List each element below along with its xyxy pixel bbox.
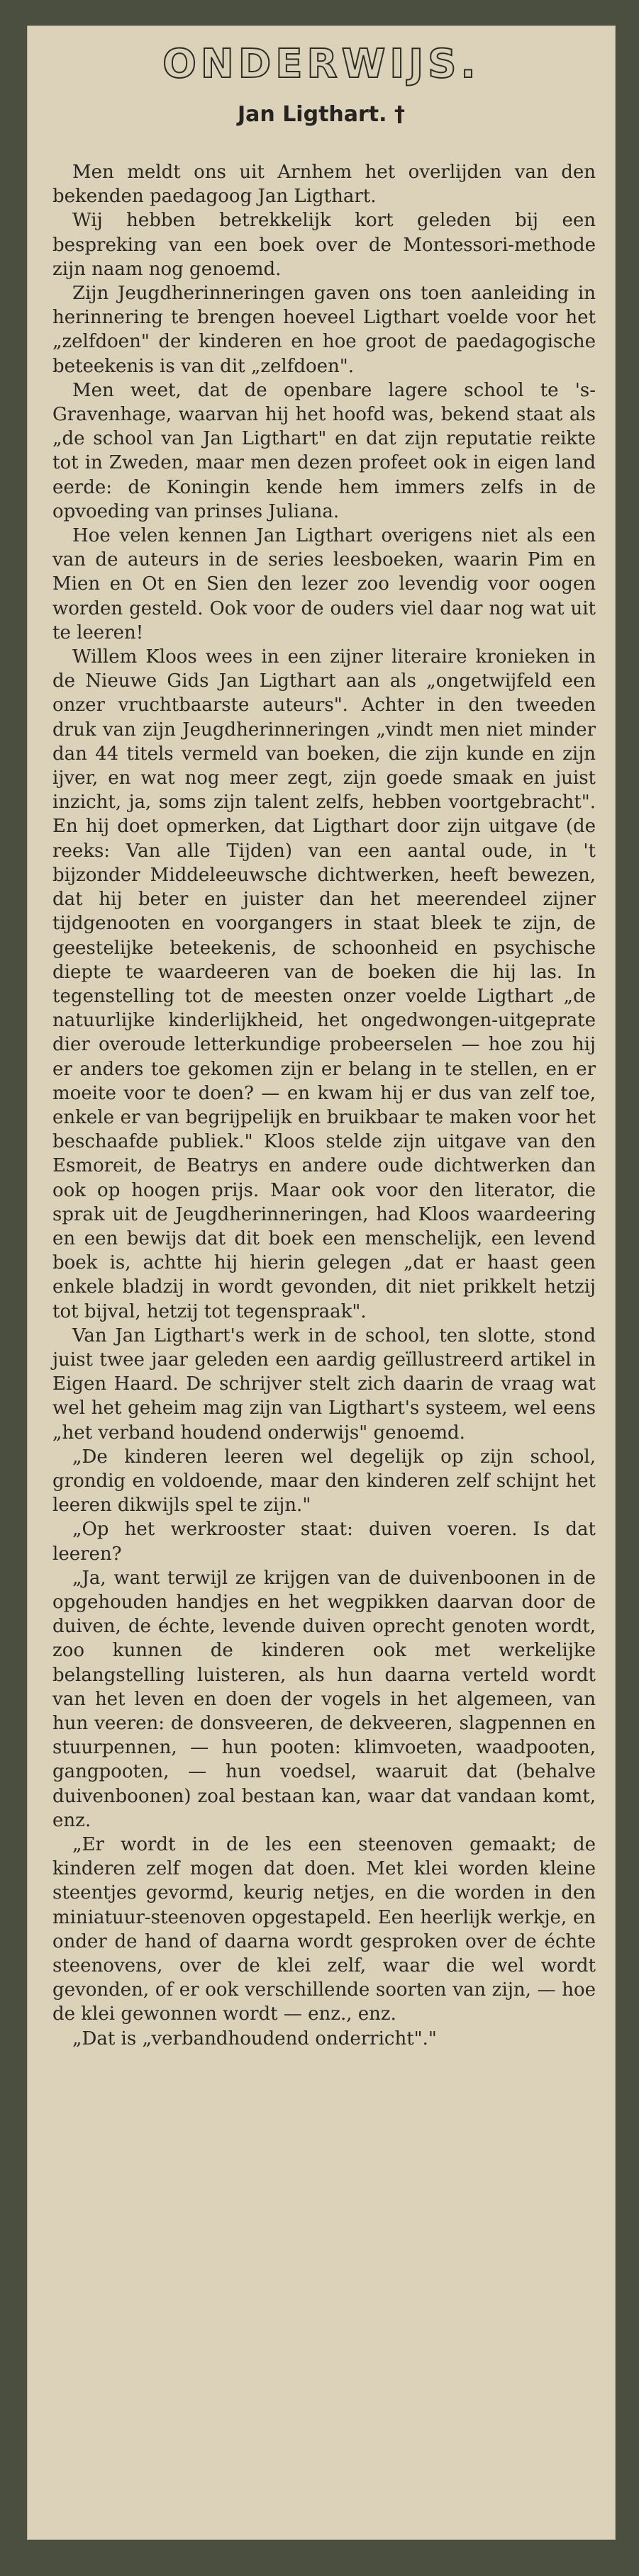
paragraph: „Ja, want terwijl ze krijgen van de duivenboonen in de opgehouden handjes en het wegpikken daarvan door de duiven, de échte, levende duiven oprecht genoten wordt, zoo kunnen de kinderen ook met werkelijke belangstelling luisteren, als hun daarna verteld wordt van het leven en doen der vogels in het algemeen, van hun veeren: de donsveeren, de dekveeren, slagpennen en stuurpennen, — hun pooten: klimvoeten, waadpooten, gangpooten, — hun voedsel, waaruit dat (behalve duivenboonen) zoal bestaan kan, waar dat vandaan komt, enz. — [52, 1567, 596, 1831]
paragraph: Hoe velen kennen Jan Ligthart overigens niet als een van de auteurs in de series leesboeken, waarin Pim en Mien en Ot en Sien den lezer zoo levendig voor oogen worden gesteld. Ook voor de ouders viel daar nog wat uit te leeren! — [52, 525, 596, 643]
paragraph: „Dat is „verbandhoudend onderricht"." — [72, 2027, 437, 2049]
section-masthead: ONDERWIJS. — [162, 41, 480, 87]
paragraph: Men weet, dat de openbare lagere school te 's-Gravenhage, waarvan hij het hoofd was, bekend staat als „de school van Jan Ligthart" en dat zijn reputatie reikte tot in Zweden, maar men dezen profeet ook in eigen land eerde: de Koningin kende hem immers zelfs in de opvoeding van prinses Juliana. — [52, 379, 596, 522]
paragraph: „Er wordt in de les een steenoven gemaakt; de kinderen zelf mogen dat doen. Met klei worden kleine steentjes gevormd, keurig netjes, en die worden in den miniatuur-steenoven opgestapeld. Een heerlijk werkje, en onder de hand of daarna wordt gesproken over de échte steenovens, over de klei zelf, waar die wel wordt gevonden, of er ook verschillende soorten van zijn, — hoe de klei gewonnen wordt — enz., enz. — [52, 1834, 596, 2025]
paragraph: Willem Kloos wees in een zijner literaire kronieken in de Nieuwe Gids Jan Ligthart aan als „ongetwijfeld een onzer vruchtbaarste auteurs". Achter in den tweeden druk van zijn Jeugdherinneringen „vindt men niet minder dan 44 titels vermeld van boeken, die zijn kunde en zijn ijver, en wat nog meer zegt, zijn goede smaak en juist inzicht, ja, soms zijn talent zelfs, hebben voortgebracht". En hij doet opmerken, dat Ligthart door zijn uitgave (de reeks: Van alle Tijden) van een aantal oude, in 't bijzonder Middeleeuwsche dichtwerken, heeft bewezen, dat hij beter en juister dan het meerendeel zijner tijdgenooten en voorgangers in staat bleek te zijn, de geestelijke beteekenis, de schoonheid en psychische diepte te waardeeren van de boeken die hij las. In tegenstelling tot de meesten onzer voelde Ligthart „de natuurlijke kinderlijkheid, het ongedwongen-uitgeprate dier overoude letterkundige probeerselen — hoe zou hij er anders toe gekomen zijn er belang in te stellen, en er moeite voor te doen? — en kwam hij er dus van zelf toe, enkele er van begrijpelijk en bruikbaar te maken voor het beschaafde publiek." Kloos stelde zijn uitgave van den Esmoreit, de Beatrys en andere oude dichtwerken dan ook op hoogen prijs. Maar ook voor den literator, die sprak uit de Jeugdherinneringen, had Kloos waardeering en een bewijs dat dit boek een menschelijk, een levend boek is, achtte hij hierin gelegen „dat er haast geen enkele bladzij in wordt gevonden, dit niet prikkelt hetzij tot bijval, hetzij tot tegenspraak". — [52, 646, 596, 1322]
paragraph: „Op het werkrooster staat: duiven voeren. Is dat leeren? — [52, 1519, 596, 1565]
paragraph: Van Jan Ligthart's werk in de school, ten slotte, stond juist twee jaar geleden een aardig geïllustreerd artikel in Eigen Haard. De schrijver stelt zich daarin de vraag wat wel het geheim mag zijn van Ligthart's systeem, wel eens „het verband houdend onderwijs" genoemd. — [52, 1324, 596, 1444]
header — [27, 40, 616, 127]
newspaper-clipping — [27, 26, 616, 2540]
paragraph: „De kinderen leeren wel degelijk op zijn school, grondig en voldoende, maar den kinderen zelf schijnt het leeren dikwijls spel te zijn." — [52, 1446, 596, 1517]
article-title: Jan Ligthart. † — [237, 102, 405, 127]
article-body — [52, 160, 596, 2051]
paragraph: Men meldt ons uit Arnhem het overlijden van den bekenden paedagoog Jan Ligthart. — [52, 162, 596, 208]
paragraph: Wij hebben betrekkelijk kort geleden bij een bespreking van een boek over de Montessori-methode zijn naam nog genoemd. — [52, 210, 596, 280]
paragraph: Zijn Jeugdherinneringen gaven ons toen aanleiding in herinnering te brengen hoeveel Ligthart voelde voor het „zelfdoen" der kinderen en hoe groot de paedagogische beteekenis is van dit „zelfdoen". — [52, 283, 596, 377]
